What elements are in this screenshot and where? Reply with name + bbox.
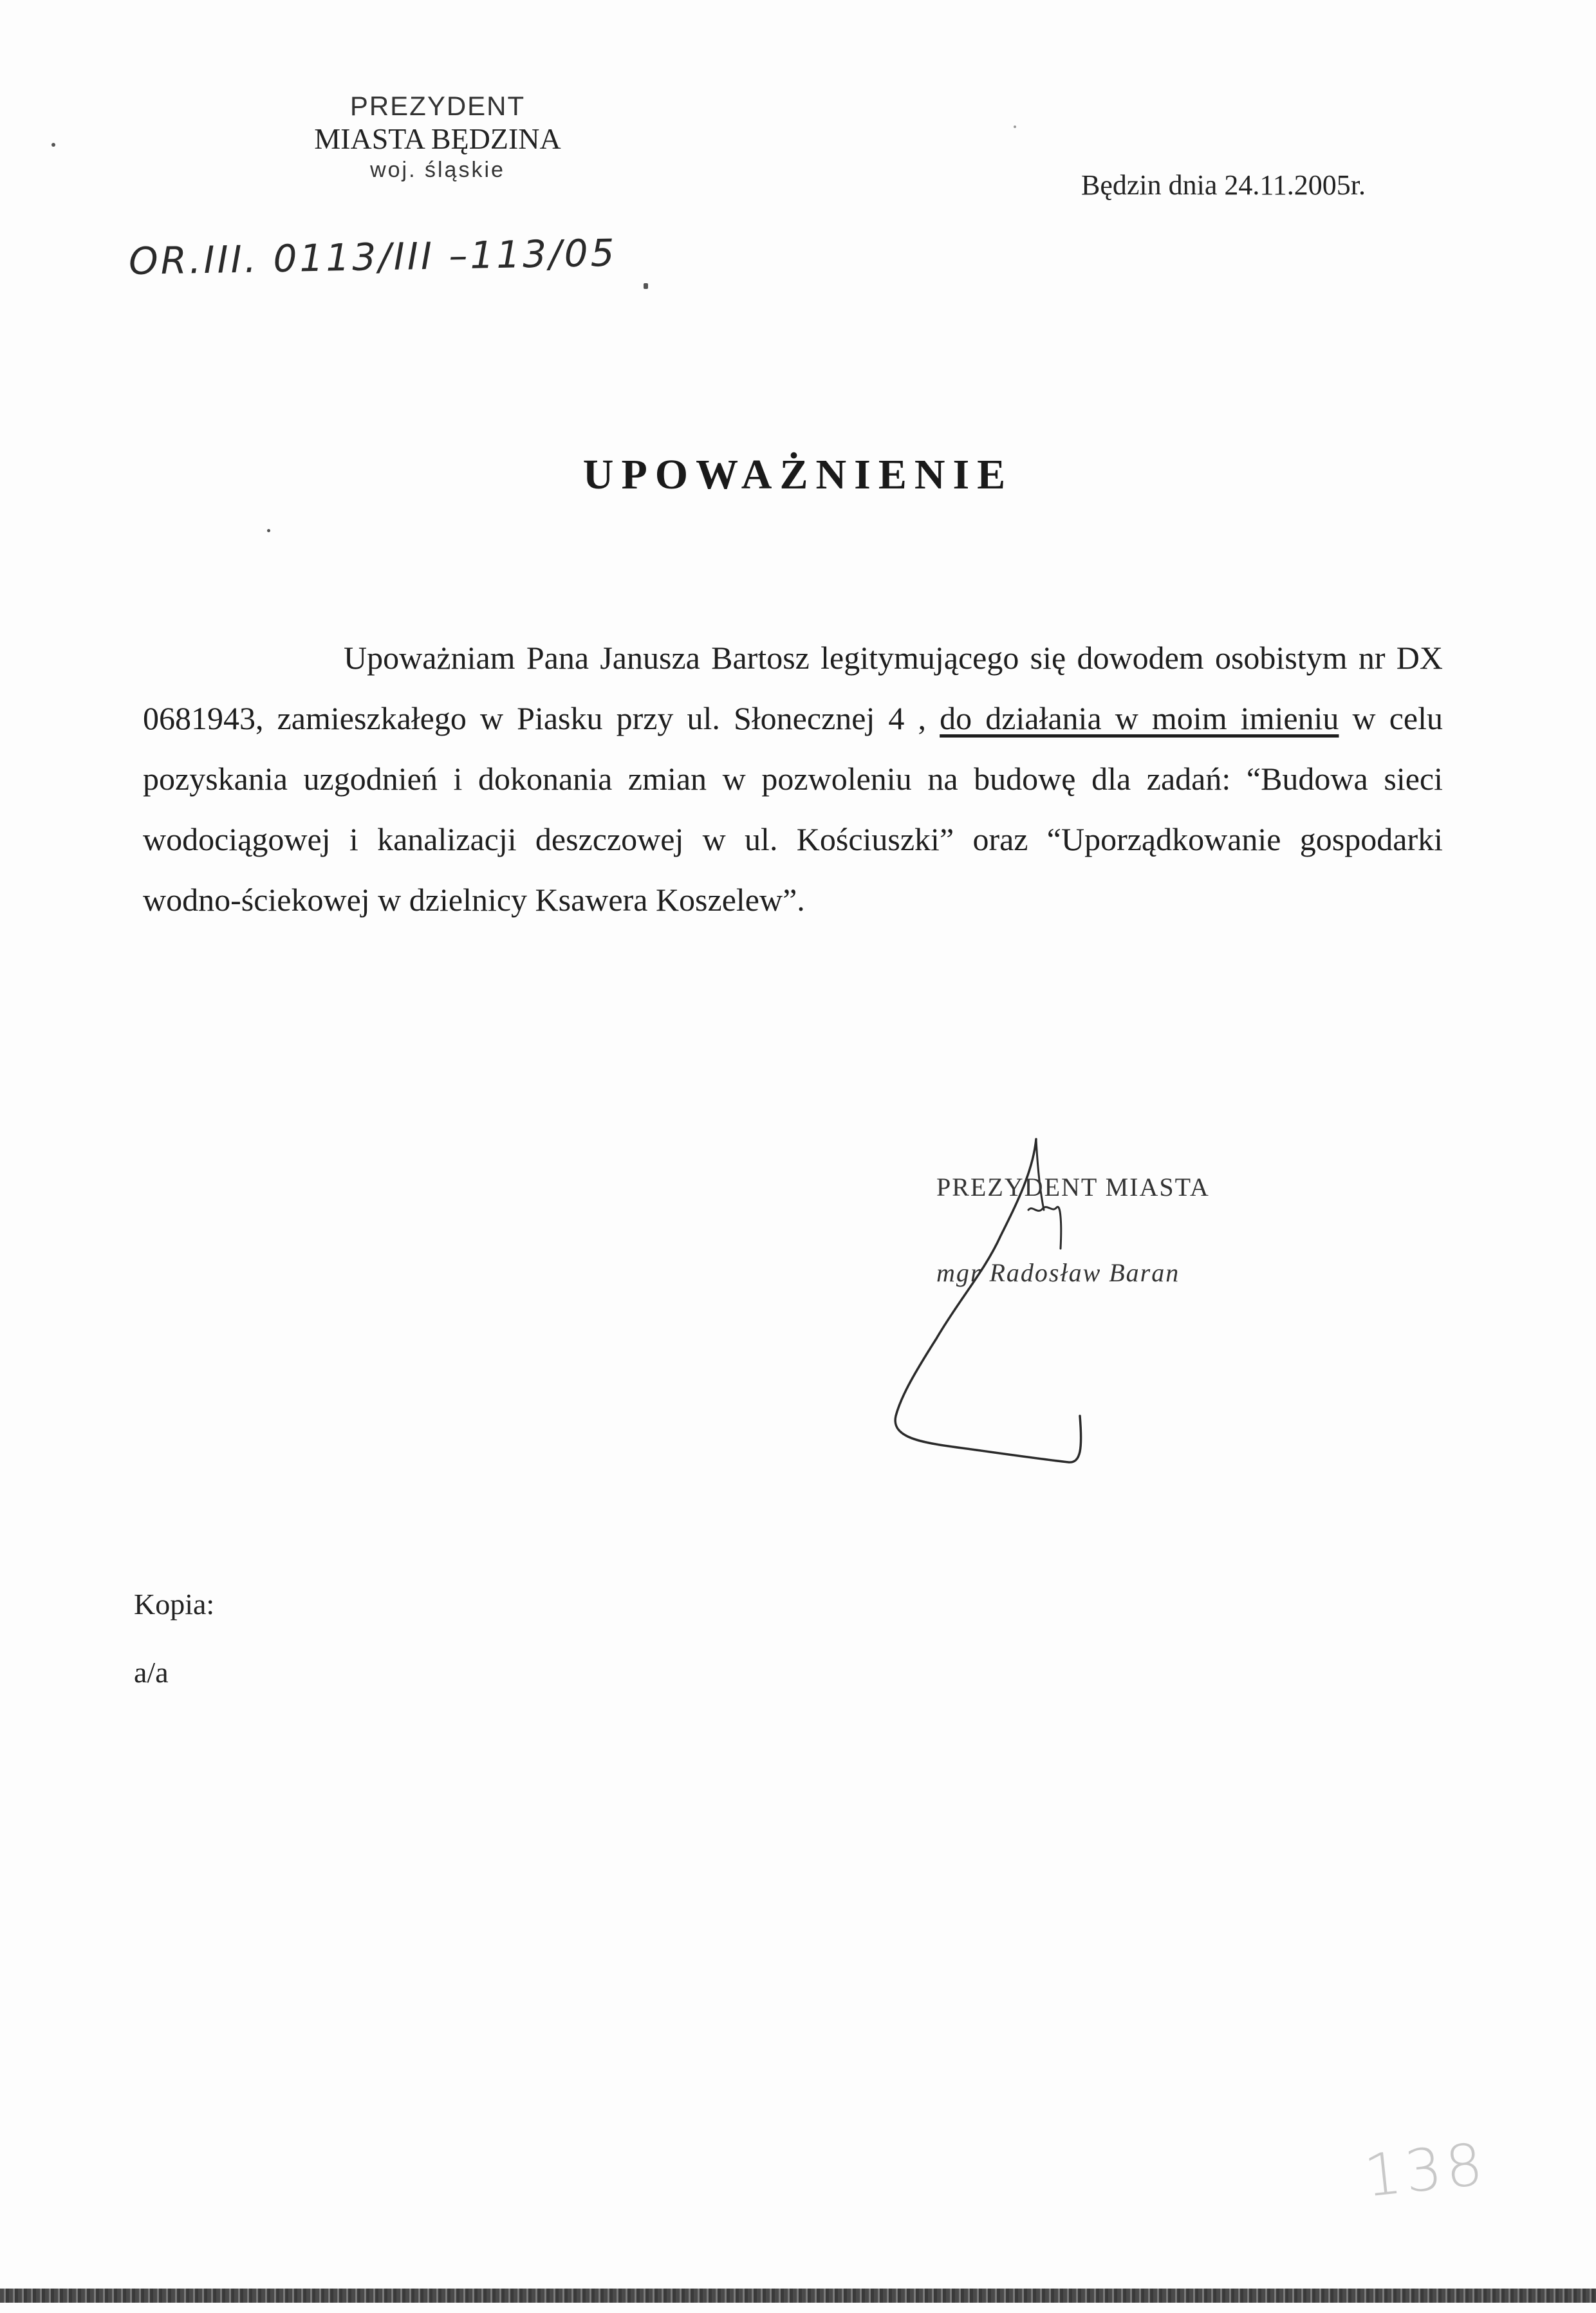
scan-speck xyxy=(644,283,648,289)
stamp-line-title: PREZYDENT xyxy=(349,91,526,121)
document-title: UPOWAŻNIENIE xyxy=(582,451,1014,498)
copy-label: Kopia: xyxy=(134,1588,215,1621)
stamp-line-region: woj. śląskie xyxy=(370,158,505,182)
copy-value: a/a xyxy=(134,1656,169,1689)
scan-speck xyxy=(51,143,55,147)
signatory-title: PREZYDENT MIASTA xyxy=(936,1173,1210,1202)
scan-edge-bar xyxy=(0,2289,1596,2303)
copy-section xyxy=(134,1570,214,1707)
signatory-name: mgr Radosław Baran xyxy=(936,1258,1180,1287)
body-text-underlined: do działania w moim imieniu xyxy=(940,700,1339,736)
body-paragraph xyxy=(143,627,1443,930)
document-body xyxy=(143,627,1443,930)
reference-number: OR.III. 0113/III –113/05 xyxy=(128,230,618,283)
body-text-part1: Upoważniam Pana Janusza Bartosz legitymującego się dowodem osobistym nr DX 0681943, zamieszkałego w Piasku przy ul. Słonecznej 4 , xyxy=(143,640,1443,736)
stamp-line-city: MIASTA BĘDZINA xyxy=(314,122,561,155)
body-text-part2: w celu pozyskania uzgodnień i dokonania zmian w pozwoleniu na budowę dla zadań: “Budowa sieci wodociągowej i kanalizacji deszczowej w ul. Kościuszki” oraz “Uporządkowanie gospodarki wodno-ściekowej w dzielnicy Ksawera Koszelew”. xyxy=(143,700,1443,918)
signature-block xyxy=(936,1171,1322,1288)
page-number: 138 xyxy=(1361,2130,1490,2211)
document-date: Będzin dnia 24.11.2005r. xyxy=(1081,169,1366,201)
scan-speck xyxy=(1014,125,1016,128)
office-stamp xyxy=(277,90,598,184)
scan-speck xyxy=(267,529,270,532)
